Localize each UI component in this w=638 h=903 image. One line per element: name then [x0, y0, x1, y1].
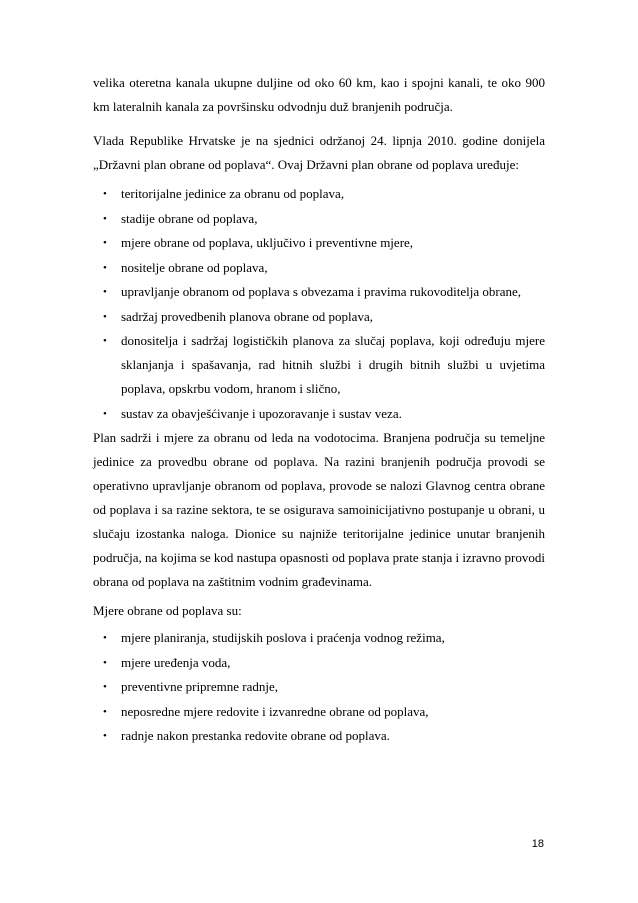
paragraph-canals: velika oteretna kanala ukupne duljine od oko 60 km, kao i spojni kanali, te oko 900 km lateralnih kanala za površinsku odvodnju duž branjenih područja. — [93, 75, 545, 114]
bullet-icon: • — [103, 656, 107, 669]
paragraph-measures-intro: Mjere obrane od poplava su: — [93, 603, 242, 618]
bullet-icon: • — [103, 310, 107, 323]
list-item: • nositelje obrane od poplava, — [93, 256, 545, 280]
plan-contents-list — [93, 182, 545, 426]
bullet-icon: • — [103, 188, 107, 200]
list-item: • mjere uređenja voda, — [93, 651, 545, 675]
flood-measures-list — [93, 626, 545, 749]
list-item: • stadije obrane od poplava, — [93, 207, 545, 231]
list-item: • teritorijalne jedinice za obranu od poplava, — [93, 182, 545, 206]
bullet-icon: • — [103, 730, 107, 742]
bullet-icon: • — [103, 407, 107, 420]
list-item: • mjere planiranja, studijskih poslova i praćenja vodnog režima, — [93, 626, 545, 650]
list-item: • sadržaj provedbenih planova obrane od poplava, — [93, 305, 545, 329]
list-item: • upravljanje obranom od poplava s obvezama i pravima rukovoditelja obrane, — [93, 280, 545, 304]
paragraph-plan-details: Plan sadrži i mjere za obranu od leda na vodotocima. Branjena područja su temeljne jedinice za provedbu obrane od poplava. Na razini branjenih područja provodi se operativno upravljanje obranom od poplava, provode se nalozi Glavnog centra obrane od poplava i sa razine sektora, te se osigurava samoinicijativno postupanje u obrani, u slučaju izostanka naloga. Dionice su najniže teritorijalne jedinice unutar branjenih područja, na kojima se kod nastupa opasnosti od poplava prate stanja i izravno provodi obrana od poplava na zaštitnim vodnim građevinama. — [93, 430, 545, 589]
bullet-icon: • — [103, 632, 107, 644]
list-item: • donositelja i sadržaj logističkih planova za slučaj poplava, koji određuju mjere sklanjanja i spašavanja, rad hitnih službi i drugih bitnih službi u uvjetima poplava, opskrbu vodom, hranom i slično, — [93, 329, 545, 401]
bullet-icon: • — [103, 681, 107, 693]
bullet-icon: • — [103, 237, 107, 249]
list-item: • radnje nakon prestanka redovite obrane od poplava. — [93, 724, 545, 748]
list-item: • neposredne mjere redovite i izvanredne obrane od poplava, — [93, 700, 545, 724]
list-item: • preventivne pripremne radnje, — [93, 675, 545, 699]
page-number: 18 — [531, 838, 544, 850]
bullet-icon: • — [103, 261, 107, 274]
list-item: • sustav za obavješćivanje i upozoravanje i sustav veza. — [93, 402, 545, 426]
paragraph-government-plan: Vlada Republike Hrvatske je na sjednici održanoj 24. lipnja 2010. godine donijela „Državni plan obrane od poplava“. Ovaj Državni plan obrane od poplava uređuje: — [93, 133, 545, 172]
bullet-icon: • — [103, 335, 107, 347]
list-item: • mjere obrane od poplava, uključivo i preventivne mjere, — [93, 231, 545, 255]
bullet-icon: • — [103, 286, 107, 298]
bullet-icon: • — [103, 705, 107, 718]
bullet-icon: • — [103, 212, 107, 225]
